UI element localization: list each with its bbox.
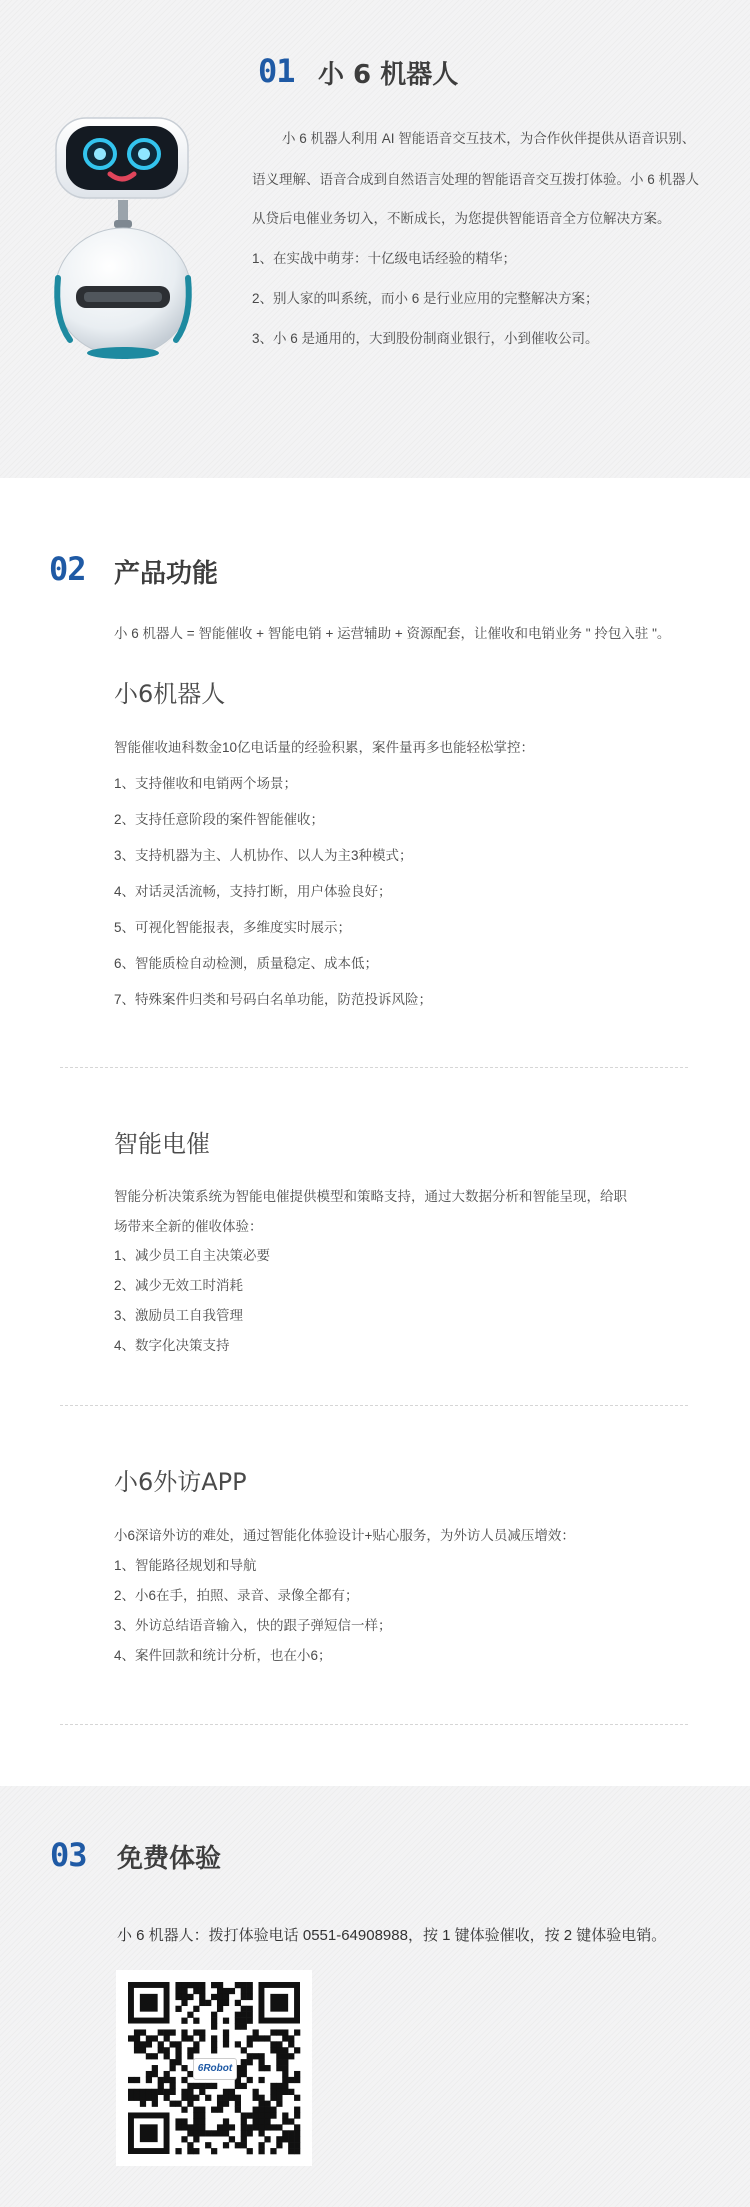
section-features — [0, 478, 750, 1786]
section-number-02: 02 — [49, 550, 86, 588]
block-title-visit-app: 小6外访APP — [114, 1468, 247, 1496]
list-item: 4、案件回款和统计分析，也在小6； — [114, 1648, 332, 1663]
block-title-robot: 小6机器人 — [114, 680, 226, 708]
intro-line-2: 语义理解、语音合成到自然语言处理的智能语音交互拨打体验。小 6 机器人 — [252, 172, 700, 187]
section-title-trial: 免费体验 — [117, 1844, 222, 1874]
divider — [60, 1067, 688, 1068]
divider — [60, 1724, 688, 1725]
list-item: 3、支持机器为主、人机协作、以人为主3种模式； — [114, 848, 413, 863]
list-item: 3、激励员工自我管理 — [114, 1308, 244, 1323]
list-item: 3、外访总结语音输入，快的跟子弹短信一样； — [114, 1618, 392, 1633]
block-title-smart-collection: 智能电催 — [114, 1130, 210, 1158]
feature-formula: 小 6 机器人 = 智能催收 + 智能电销 + 运营辅助 + 资源配套，让催收和电销业务 " 拎包入驻 "。 — [114, 626, 671, 641]
block-robot-intro: 智能催收迪科数金10亿电话量的经验积累，案件量再多也能轻松掌控： — [114, 740, 535, 755]
block-collection-intro-1: 智能分析决策系统为智能电催提供模型和策略支持，通过大数据分析和智能呈现，给职 — [114, 1189, 627, 1204]
block-visit-intro: 小6深谙外访的难处，通过智能化体验设计+贴心服务，为外访人员减压增效： — [114, 1528, 575, 1543]
section-free-trial — [0, 1786, 750, 2207]
list-item: 2、支持任意阶段的案件智能催收； — [114, 812, 325, 827]
list-item: 1、智能路径规划和导航 — [114, 1558, 257, 1573]
intro-line-1: 小 6 机器人利用 AI 智能语音交互技术，为合作伙伴提供从语音识别、 — [282, 131, 696, 146]
qr-center-logo: 6Robot — [193, 2058, 237, 2080]
list-item: 4、数字化决策支持 — [114, 1338, 230, 1353]
intro-point-1: 1、在实战中萌芽：十亿级电话经验的精华； — [252, 251, 517, 266]
list-item: 1、减少员工自主决策必要 — [114, 1248, 271, 1263]
section-title-robot: 小 6 机器人 — [318, 60, 459, 90]
list-item: 1、支持催收和电销两个场景； — [114, 776, 298, 791]
block-collection-intro-2: 场带来全新的催收体验： — [114, 1219, 263, 1234]
list-item: 4、对话灵活流畅，支持打断，用户体验良好； — [114, 884, 392, 899]
list-item: 6、智能质检自动检测，质量稳定、成本低； — [114, 956, 379, 971]
divider — [60, 1405, 688, 1406]
list-item: 2、小6在手，拍照、录音、录像全都有； — [114, 1588, 359, 1603]
intro-point-2: 2、别人家的叫系统，而小 6 是行业应用的完整解决方案； — [252, 291, 599, 306]
trial-phone-line: 小 6 机器人：拨打体验电话 0551-64908988，按 1 键体验催收，按 2 键体验电销。 — [117, 1927, 667, 1944]
section-number-01: 01 — [258, 52, 295, 90]
list-item: 2、减少无效工时消耗 — [114, 1278, 244, 1293]
intro-point-3: 3、小 6 是通用的，大到股份制商业银行，小到催收公司。 — [252, 331, 599, 346]
section-number-03: 03 — [50, 1836, 87, 1874]
qr-code — [116, 1970, 312, 2166]
list-item: 5、可视化智能报表，多维度实时展示； — [114, 920, 352, 935]
section-intro — [0, 0, 750, 478]
intro-line-3: 从贷后电催业务切入，不断成长，为您提供智能语音全方位解决方案。 — [252, 211, 671, 226]
section-title-features: 产品功能 — [114, 559, 219, 589]
list-item: 7、特殊案件归类和号码白名单功能，防范投诉风险； — [114, 992, 433, 1007]
robot-illustration — [48, 108, 198, 360]
